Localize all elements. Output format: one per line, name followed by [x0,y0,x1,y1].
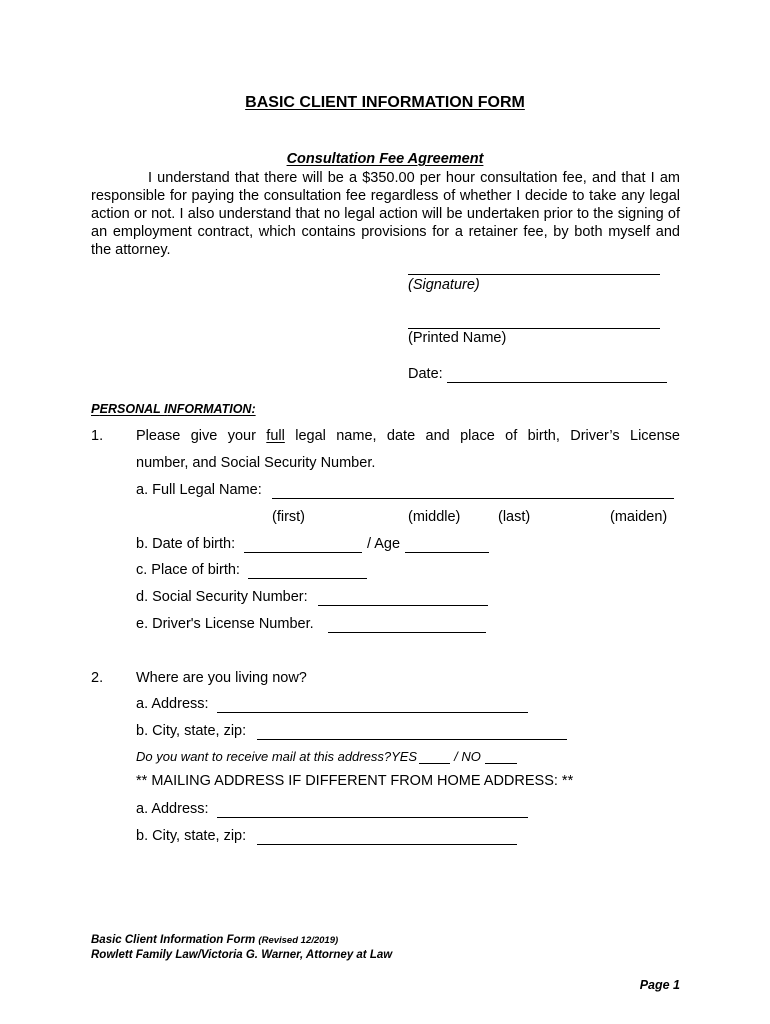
name-part-last: (last) [498,509,531,525]
footer-form-name: Basic Client Information Form (Revised 12/2019) [91,934,339,946]
mailing-city-label: b. City, state, zip: [136,828,247,844]
ssn-label: d. Social Security Number: [136,589,308,605]
city-field[interactable] [257,723,567,740]
dob-field[interactable] [244,536,362,553]
personal-information-heading: PERSONAL INFORMATION: [91,401,256,416]
date-field[interactable] [447,366,667,383]
age-label: / Age [367,536,401,552]
pob-field[interactable] [248,562,367,579]
form-title: BASIC CLIENT INFORMATION FORM [245,94,525,111]
mailing-address-note: ** MAILING ADDRESS IF DIFFERENT FROM HOME ADDRESS: ** [136,773,574,789]
address-label: a. Address: [136,696,209,712]
agreement-heading: Consultation Fee Agreement [286,151,484,167]
name-part-maiden: (maiden) [610,509,668,525]
dl-label: e. Driver's License Number. [136,616,314,632]
full-name-label: a. Full Legal Name: [136,482,262,498]
mailing-city-field[interactable] [257,828,517,845]
q2-number: 2. [91,670,104,686]
ssn-field[interactable] [318,589,488,606]
address-field[interactable] [217,696,528,713]
footer-revised: (Revised 12/2019) [258,935,339,946]
footer-firm: Rowlett Family Law/Victoria G. Warner, Attorney at Law [91,949,393,961]
city-label: b. City, state, zip: [136,723,247,739]
page-number: Page 1 [639,978,680,992]
printed-name-label: (Printed Name) [408,330,507,346]
signature-line[interactable] [408,259,660,275]
name-part-first: (first) [272,509,306,525]
q1-text-line1: Please give your full legal name, date and place of birth, Driver’s License [136,428,680,444]
mail-yes-field[interactable] [419,750,450,764]
name-part-middle: (middle) [408,509,461,525]
q1-number: 1. [91,428,104,444]
mailing-address-label: a. Address: [136,801,209,817]
printed-name-line[interactable] [408,313,660,329]
full-name-field[interactable] [272,482,674,499]
agreement-text: I understand that there will be a $350.00 per hour consultation fee, and that I am responsible for paying the consultation fee regardless of whether I decide to take any legal action or not. I also understand that no legal action will be undertaken prior to the signing of an employment contract, which contains provisions for a retainer fee, by both myself and the attorney. [91,170,680,258]
dl-field[interactable] [328,616,486,633]
mailing-address-field[interactable] [217,801,528,818]
mail-no-field[interactable] [485,750,517,764]
date-label: Date: [408,366,443,382]
pob-label: c. Place of birth: [136,562,240,578]
mail-question: Do you want to receive mail at this address?YES / NO [136,749,517,764]
age-field[interactable] [405,536,489,553]
q2-text: Where are you living now? [136,670,307,686]
dob-label: b. Date of birth: [136,536,236,552]
q1-text-line2: number, and Social Security Number. [136,455,376,471]
signature-label: (Signature) [408,277,480,293]
